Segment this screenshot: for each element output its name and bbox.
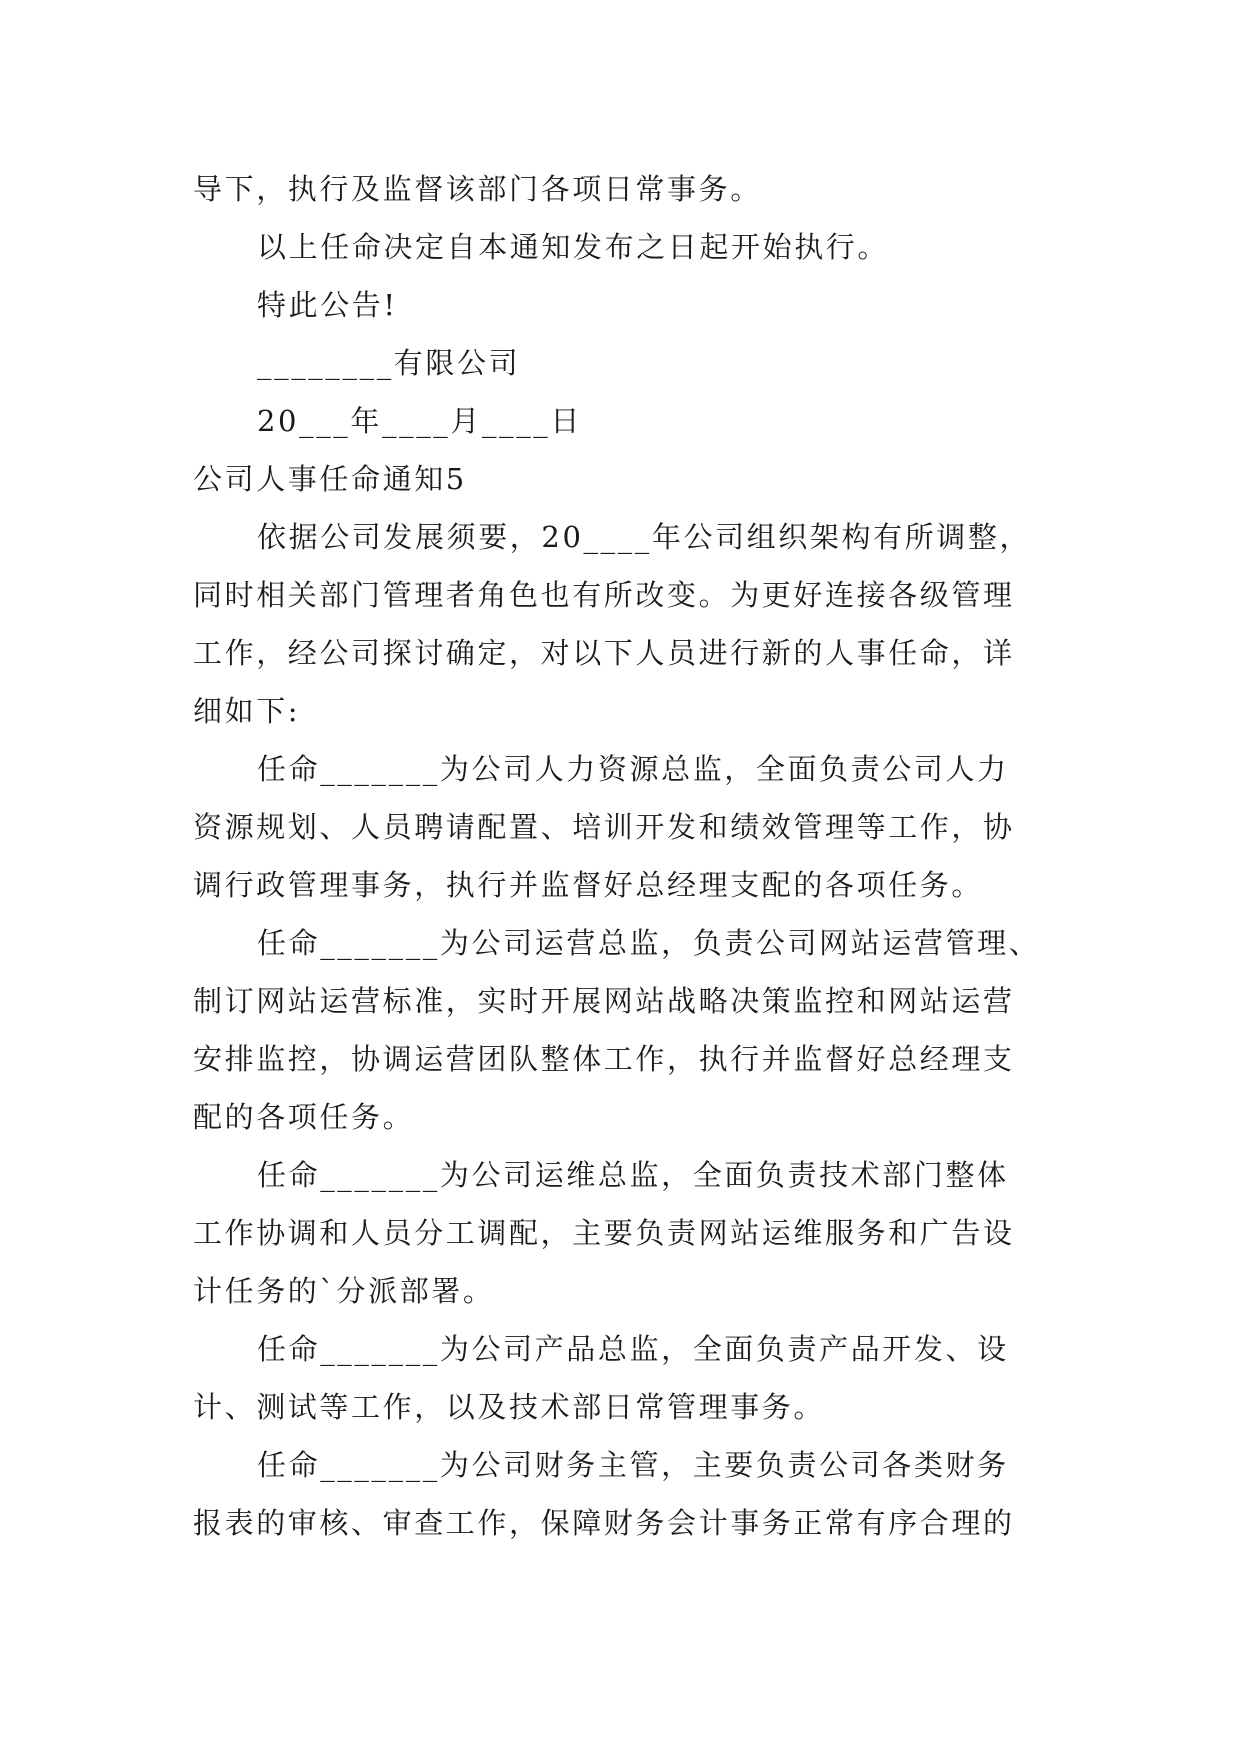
date-line: 20___年____月____日	[257, 404, 583, 438]
appointment-product-line: 计、测试等工作，以及技术部日常管理事务。	[193, 1390, 826, 1424]
appointment-ops-line: 制订网站运营标准，实时开展网站战略决策监控和网站运营	[193, 984, 1015, 1018]
section-title: 公司人事任命通知5	[193, 462, 467, 496]
appointment-ops-line: 安排监控，协调运营团队整体工作，执行并监督好总经理支	[193, 1042, 1015, 1076]
appointment-maintenance-line: 任命_______为公司运维总监，全面负责技术部门整体	[257, 1158, 1009, 1192]
text-line: 以上任命决定自本通知发布之日起开始执行。	[257, 230, 890, 264]
appointment-maintenance-line: 工作协调和人员分工调配，主要负责网站运维服务和广告设	[193, 1216, 1015, 1250]
appointment-ops-line: 任命_______为公司运营总监，负责公司网站运营管理、	[257, 926, 1041, 960]
appointment-maintenance-line: 计任务的`分派部署。	[193, 1274, 495, 1308]
appointment-finance-line: 报表的审核、审查工作，保障财务会计事务正常有序合理的	[193, 1506, 1015, 1540]
company-signature-line: ________有限公司	[257, 346, 521, 380]
text-line: 特此公告!	[257, 288, 398, 322]
document-body	[193, 160, 1073, 1552]
appointment-ops-line: 配的各项任务。	[193, 1100, 415, 1134]
intro-line: 工作，经公司探讨确定，对以下人员进行新的人事任命，详	[193, 636, 1015, 670]
intro-line: 依据公司发展须要，20____年公司组织架构有所调整，	[257, 520, 1032, 554]
appointment-hr-line: 任命_______为公司人力资源总监，全面负责公司人力	[257, 752, 1009, 786]
intro-line: 同时相关部门管理者角色也有所改变。为更好连接各级管理	[193, 578, 1015, 612]
intro-line: 细如下:	[193, 694, 301, 728]
text-line: 导下，执行及监督该部门各项日常事务。	[193, 172, 762, 206]
appointment-product-line: 任命_______为公司产品总监，全面负责产品开发、设	[257, 1332, 1009, 1366]
appointment-finance-line: 任命_______为公司财务主管，主要负责公司各类财务	[257, 1448, 1009, 1482]
appointment-hr-line: 调行政管理事务，执行并监督好总经理支配的各项任务。	[193, 868, 984, 902]
appointment-hr-line: 资源规划、人员聘请配置、培训开发和绩效管理等工作，协	[193, 810, 1015, 844]
